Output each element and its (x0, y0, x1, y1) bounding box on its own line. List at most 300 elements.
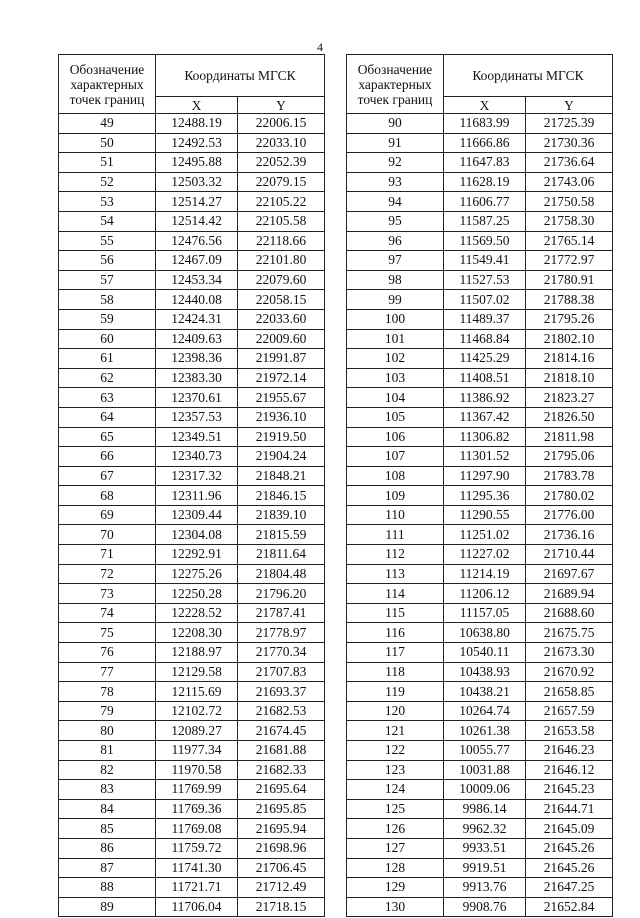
y-coordinate-cell: 21693.37 (238, 682, 325, 702)
point-id-cell: 54 (59, 211, 156, 231)
x-coordinate-cell: 12492.53 (156, 133, 238, 153)
table-row (347, 662, 613, 682)
point-id-cell: 109 (347, 486, 444, 506)
table-row (347, 172, 613, 192)
y-coordinate-cell: 22058.15 (238, 290, 325, 310)
y-coordinate-cell: 21670.92 (526, 662, 613, 682)
point-header: Обозначение характерных точек границ (59, 55, 156, 114)
x-coordinate-cell: 12115.69 (156, 682, 238, 702)
x-coordinate-cell: 10031.88 (444, 760, 526, 780)
y-coordinate-cell: 22105.58 (238, 211, 325, 231)
x-coordinate-cell: 12089.27 (156, 721, 238, 741)
table-row (59, 211, 325, 231)
point-id-cell: 93 (347, 172, 444, 192)
y-coordinate-cell: 21972.14 (238, 368, 325, 388)
point-id-cell: 113 (347, 564, 444, 584)
point-id-cell: 56 (59, 251, 156, 271)
x-coordinate-cell: 10055.77 (444, 741, 526, 761)
point-id-cell: 86 (59, 838, 156, 858)
y-coordinate-cell: 21647.25 (526, 878, 613, 898)
table-row (347, 799, 613, 819)
x-coordinate-cell: 11666.86 (444, 133, 526, 153)
table-row (59, 349, 325, 369)
point-id-cell: 71 (59, 545, 156, 565)
point-id-cell: 115 (347, 603, 444, 623)
point-header: Обозначение характерных точек границ (347, 55, 444, 114)
y-coordinate-cell: 21839.10 (238, 505, 325, 525)
table-row (59, 564, 325, 584)
table-row (347, 603, 613, 623)
table-row (59, 721, 325, 741)
point-id-cell: 57 (59, 270, 156, 290)
table-row (59, 290, 325, 310)
table-row (59, 819, 325, 839)
y-coordinate-cell: 21725.39 (526, 114, 613, 134)
table-row (59, 780, 325, 800)
table-row (59, 114, 325, 134)
x-coordinate-cell: 11759.72 (156, 838, 238, 858)
x-coordinate-cell: 11489.37 (444, 309, 526, 329)
x-coordinate-cell: 9962.32 (444, 819, 526, 839)
point-id-cell: 103 (347, 368, 444, 388)
y-coordinate-cell: 21750.58 (526, 192, 613, 212)
x-coordinate-cell: 11157.05 (444, 603, 526, 623)
x-header: X (444, 97, 526, 114)
y-coordinate-cell: 22033.10 (238, 133, 325, 153)
x-coordinate-cell: 12349.51 (156, 427, 238, 447)
point-id-cell: 98 (347, 270, 444, 290)
x-coordinate-cell: 12129.58 (156, 662, 238, 682)
point-id-cell: 79 (59, 701, 156, 721)
y-header: Y (526, 97, 613, 114)
point-id-cell: 127 (347, 838, 444, 858)
point-id-cell: 91 (347, 133, 444, 153)
y-coordinate-cell: 21758.30 (526, 211, 613, 231)
point-id-cell: 119 (347, 682, 444, 702)
table-row (347, 153, 613, 173)
coordinates-header: Координаты МГСК (444, 55, 613, 97)
y-coordinate-cell: 21848.21 (238, 466, 325, 486)
x-coordinate-cell: 12398.36 (156, 349, 238, 369)
table-row (59, 172, 325, 192)
y-coordinate-cell: 21646.23 (526, 741, 613, 761)
x-coordinate-cell: 12424.31 (156, 309, 238, 329)
y-coordinate-cell: 21815.59 (238, 525, 325, 545)
point-id-cell: 90 (347, 114, 444, 134)
table-row (347, 309, 613, 329)
y-coordinate-cell: 21804.48 (238, 564, 325, 584)
point-id-cell: 85 (59, 819, 156, 839)
table-row (59, 407, 325, 427)
y-coordinate-cell: 21707.83 (238, 662, 325, 682)
x-coordinate-cell: 11628.19 (444, 172, 526, 192)
point-id-cell: 74 (59, 603, 156, 623)
x-coordinate-cell: 10540.11 (444, 643, 526, 663)
table-row (347, 211, 613, 231)
point-id-cell: 66 (59, 447, 156, 467)
point-id-cell: 120 (347, 701, 444, 721)
y-coordinate-cell: 21689.94 (526, 584, 613, 604)
y-coordinate-cell: 21955.67 (238, 388, 325, 408)
x-coordinate-cell: 11507.02 (444, 290, 526, 310)
point-id-cell: 62 (59, 368, 156, 388)
x-coordinate-cell: 12409.63 (156, 329, 238, 349)
x-coordinate-cell: 9986.14 (444, 799, 526, 819)
y-coordinate-cell: 21697.67 (526, 564, 613, 584)
point-id-cell: 101 (347, 329, 444, 349)
y-coordinate-cell: 21765.14 (526, 231, 613, 251)
y-header: Y (238, 97, 325, 114)
x-coordinate-cell: 11769.99 (156, 780, 238, 800)
y-coordinate-cell: 21710.44 (526, 545, 613, 565)
x-coordinate-cell: 12357.53 (156, 407, 238, 427)
table-row (347, 701, 613, 721)
point-id-cell: 67 (59, 466, 156, 486)
point-id-cell: 75 (59, 623, 156, 643)
point-id-cell: 49 (59, 114, 156, 134)
x-coordinate-cell: 11977.34 (156, 741, 238, 761)
y-coordinate-cell: 21795.26 (526, 309, 613, 329)
y-coordinate-cell: 21706.45 (238, 858, 325, 878)
x-coordinate-cell: 12208.30 (156, 623, 238, 643)
y-coordinate-cell: 21682.33 (238, 760, 325, 780)
table-row (59, 643, 325, 663)
point-id-cell: 123 (347, 760, 444, 780)
x-coordinate-cell: 11606.77 (444, 192, 526, 212)
x-coordinate-cell: 12292.91 (156, 545, 238, 565)
x-coordinate-cell: 12495.88 (156, 153, 238, 173)
point-id-cell: 73 (59, 584, 156, 604)
y-coordinate-cell: 21936.10 (238, 407, 325, 427)
point-id-cell: 50 (59, 133, 156, 153)
point-id-cell: 87 (59, 858, 156, 878)
point-id-cell: 77 (59, 662, 156, 682)
table-row (347, 447, 613, 467)
x-coordinate-cell: 12304.08 (156, 525, 238, 545)
point-id-cell: 116 (347, 623, 444, 643)
y-coordinate-cell: 21780.91 (526, 270, 613, 290)
table-row (59, 505, 325, 525)
y-coordinate-cell: 21695.85 (238, 799, 325, 819)
x-coordinate-cell: 11386.92 (444, 388, 526, 408)
point-id-cell: 81 (59, 741, 156, 761)
x-coordinate-cell: 11214.19 (444, 564, 526, 584)
x-coordinate-cell: 11647.83 (444, 153, 526, 173)
x-coordinate-cell: 11367.42 (444, 407, 526, 427)
x-coordinate-cell: 11569.50 (444, 231, 526, 251)
x-coordinate-cell: 11295.36 (444, 486, 526, 506)
point-id-cell: 122 (347, 741, 444, 761)
table-row (347, 466, 613, 486)
point-id-cell: 76 (59, 643, 156, 663)
table-row (347, 133, 613, 153)
x-coordinate-cell: 12383.30 (156, 368, 238, 388)
x-coordinate-cell: 12453.34 (156, 270, 238, 290)
y-coordinate-cell: 22079.60 (238, 270, 325, 290)
point-id-cell: 99 (347, 290, 444, 310)
y-coordinate-cell: 21846.15 (238, 486, 325, 506)
table-row (347, 564, 613, 584)
table-row (347, 270, 613, 290)
x-coordinate-cell: 12311.96 (156, 486, 238, 506)
y-coordinate-cell: 21658.85 (526, 682, 613, 702)
y-coordinate-cell: 21645.26 (526, 858, 613, 878)
x-coordinate-cell: 12309.44 (156, 505, 238, 525)
y-coordinate-cell: 21652.84 (526, 897, 613, 917)
point-id-cell: 89 (59, 897, 156, 917)
x-coordinate-cell: 12476.56 (156, 231, 238, 251)
y-coordinate-cell: 21730.36 (526, 133, 613, 153)
x-coordinate-cell: 10438.21 (444, 682, 526, 702)
y-coordinate-cell: 21645.26 (526, 838, 613, 858)
point-id-cell: 58 (59, 290, 156, 310)
point-id-cell: 130 (347, 897, 444, 917)
point-id-cell: 53 (59, 192, 156, 212)
y-coordinate-cell: 22033.60 (238, 309, 325, 329)
table-row (59, 368, 325, 388)
point-id-cell: 61 (59, 349, 156, 369)
x-coordinate-cell: 10638.80 (444, 623, 526, 643)
y-coordinate-cell: 21695.64 (238, 780, 325, 800)
x-coordinate-cell: 12440.08 (156, 290, 238, 310)
y-coordinate-cell: 21681.88 (238, 741, 325, 761)
y-coordinate-cell: 21823.27 (526, 388, 613, 408)
table-row (59, 466, 325, 486)
table-row (347, 192, 613, 212)
y-coordinate-cell: 21795.06 (526, 447, 613, 467)
x-coordinate-cell: 11297.90 (444, 466, 526, 486)
table-row (347, 878, 613, 898)
table-row (347, 505, 613, 525)
y-coordinate-cell: 21736.64 (526, 153, 613, 173)
table-row (347, 114, 613, 134)
x-coordinate-cell: 9919.51 (444, 858, 526, 878)
table-row (59, 741, 325, 761)
table-row (59, 309, 325, 329)
table-row (347, 368, 613, 388)
y-coordinate-cell: 21802.10 (526, 329, 613, 349)
point-id-cell: 105 (347, 407, 444, 427)
x-coordinate-cell: 11227.02 (444, 545, 526, 565)
y-coordinate-cell: 21783.78 (526, 466, 613, 486)
point-id-cell: 55 (59, 231, 156, 251)
table-row (59, 701, 325, 721)
x-coordinate-cell: 12514.27 (156, 192, 238, 212)
table-row (59, 603, 325, 623)
y-coordinate-cell: 22009.60 (238, 329, 325, 349)
y-coordinate-cell: 21780.02 (526, 486, 613, 506)
table-row (347, 290, 613, 310)
table-row (59, 427, 325, 447)
y-coordinate-cell: 21688.60 (526, 603, 613, 623)
x-coordinate-cell: 11769.36 (156, 799, 238, 819)
y-coordinate-cell: 22101.80 (238, 251, 325, 271)
x-coordinate-cell: 11683.99 (444, 114, 526, 134)
x-coordinate-cell: 11706.04 (156, 897, 238, 917)
y-coordinate-cell: 21646.12 (526, 760, 613, 780)
table-row (59, 133, 325, 153)
point-id-cell: 107 (347, 447, 444, 467)
table-row (59, 153, 325, 173)
table-row (59, 878, 325, 898)
table-row (347, 643, 613, 663)
x-coordinate-cell: 11769.08 (156, 819, 238, 839)
x-coordinate-cell: 12317.32 (156, 466, 238, 486)
x-coordinate-cell: 10438.93 (444, 662, 526, 682)
table-row (347, 858, 613, 878)
x-coordinate-cell: 10264.74 (444, 701, 526, 721)
point-id-cell: 104 (347, 388, 444, 408)
point-id-cell: 80 (59, 721, 156, 741)
x-coordinate-cell: 12467.09 (156, 251, 238, 271)
point-id-cell: 128 (347, 858, 444, 878)
y-coordinate-cell: 21991.87 (238, 349, 325, 369)
table-row (59, 838, 325, 858)
point-id-cell: 110 (347, 505, 444, 525)
y-coordinate-cell: 21776.00 (526, 505, 613, 525)
point-id-cell: 112 (347, 545, 444, 565)
y-coordinate-cell: 21698.96 (238, 838, 325, 858)
point-id-cell: 94 (347, 192, 444, 212)
x-coordinate-cell: 11721.71 (156, 878, 238, 898)
point-id-cell: 102 (347, 349, 444, 369)
point-id-cell: 78 (59, 682, 156, 702)
y-coordinate-cell: 21811.98 (526, 427, 613, 447)
table-row (59, 662, 325, 682)
point-id-cell: 108 (347, 466, 444, 486)
y-coordinate-cell: 21657.59 (526, 701, 613, 721)
table-row (59, 525, 325, 545)
y-coordinate-cell: 21718.15 (238, 897, 325, 917)
point-id-cell: 60 (59, 329, 156, 349)
y-coordinate-cell: 21675.75 (526, 623, 613, 643)
x-coordinate-cell: 11468.84 (444, 329, 526, 349)
x-coordinate-cell: 11425.29 (444, 349, 526, 369)
x-coordinate-cell: 12340.73 (156, 447, 238, 467)
page-number: 4 (317, 40, 323, 54)
table-row (347, 721, 613, 741)
point-id-cell: 106 (347, 427, 444, 447)
point-id-cell: 121 (347, 721, 444, 741)
table-row (347, 349, 613, 369)
y-coordinate-cell: 22118.66 (238, 231, 325, 251)
point-id-cell: 100 (347, 309, 444, 329)
table-row (347, 838, 613, 858)
y-coordinate-cell: 21796.20 (238, 584, 325, 604)
y-coordinate-cell: 22079.15 (238, 172, 325, 192)
y-coordinate-cell: 21645.09 (526, 819, 613, 839)
table-row (347, 682, 613, 702)
y-coordinate-cell: 21712.49 (238, 878, 325, 898)
table-row (59, 682, 325, 702)
y-coordinate-cell: 21826.50 (526, 407, 613, 427)
y-coordinate-cell: 21770.34 (238, 643, 325, 663)
coordinates-table-left (58, 54, 325, 917)
x-coordinate-cell: 12102.72 (156, 701, 238, 721)
y-coordinate-cell: 21814.16 (526, 349, 613, 369)
x-coordinate-cell: 11251.02 (444, 525, 526, 545)
y-coordinate-cell: 21919.50 (238, 427, 325, 447)
point-id-cell: 126 (347, 819, 444, 839)
point-id-cell: 114 (347, 584, 444, 604)
x-coordinate-cell: 9908.76 (444, 897, 526, 917)
table-row (59, 270, 325, 290)
y-coordinate-cell: 21811.64 (238, 545, 325, 565)
y-coordinate-cell: 22006.15 (238, 114, 325, 134)
table-row (59, 799, 325, 819)
y-coordinate-cell: 21673.30 (526, 643, 613, 663)
x-coordinate-cell: 11587.25 (444, 211, 526, 231)
x-coordinate-cell: 12188.97 (156, 643, 238, 663)
y-coordinate-cell: 21743.06 (526, 172, 613, 192)
y-coordinate-cell: 21645.23 (526, 780, 613, 800)
table-row (59, 897, 325, 917)
y-coordinate-cell: 21653.58 (526, 721, 613, 741)
table-row (59, 329, 325, 349)
x-coordinate-cell: 9933.51 (444, 838, 526, 858)
y-coordinate-cell: 21682.53 (238, 701, 325, 721)
x-coordinate-cell: 12514.42 (156, 211, 238, 231)
x-coordinate-cell: 11970.58 (156, 760, 238, 780)
point-id-cell: 64 (59, 407, 156, 427)
y-coordinate-cell: 21778.97 (238, 623, 325, 643)
point-id-cell: 95 (347, 211, 444, 231)
point-id-cell: 52 (59, 172, 156, 192)
y-coordinate-cell: 22052.39 (238, 153, 325, 173)
point-id-cell: 82 (59, 760, 156, 780)
table-row (347, 388, 613, 408)
y-coordinate-cell: 21772.97 (526, 251, 613, 271)
table-row (59, 486, 325, 506)
x-coordinate-cell: 9913.76 (444, 878, 526, 898)
x-coordinate-cell: 11290.55 (444, 505, 526, 525)
table-row (347, 525, 613, 545)
table-row (59, 192, 325, 212)
point-id-cell: 68 (59, 486, 156, 506)
point-id-cell: 111 (347, 525, 444, 545)
x-coordinate-cell: 10261.38 (444, 721, 526, 741)
x-coordinate-cell: 12488.19 (156, 114, 238, 134)
x-coordinate-cell: 12370.61 (156, 388, 238, 408)
table-row (347, 231, 613, 251)
x-coordinate-cell: 11549.41 (444, 251, 526, 271)
table-row (59, 231, 325, 251)
x-coordinate-cell: 11301.52 (444, 447, 526, 467)
table-row (59, 251, 325, 271)
point-id-cell: 51 (59, 153, 156, 173)
table-row (347, 407, 613, 427)
point-id-cell: 125 (347, 799, 444, 819)
point-id-cell: 129 (347, 878, 444, 898)
table-row (347, 427, 613, 447)
x-coordinate-cell: 10009.06 (444, 780, 526, 800)
y-coordinate-cell: 21788.38 (526, 290, 613, 310)
table-row (59, 545, 325, 565)
point-id-cell: 88 (59, 878, 156, 898)
point-id-cell: 96 (347, 231, 444, 251)
y-coordinate-cell: 21904.24 (238, 447, 325, 467)
table-row (59, 858, 325, 878)
point-id-cell: 84 (59, 799, 156, 819)
y-coordinate-cell: 21674.45 (238, 721, 325, 741)
point-id-cell: 117 (347, 643, 444, 663)
table-row (59, 447, 325, 467)
table-row (59, 388, 325, 408)
table-row (347, 897, 613, 917)
table-row (347, 780, 613, 800)
point-id-cell: 63 (59, 388, 156, 408)
table-row (347, 251, 613, 271)
